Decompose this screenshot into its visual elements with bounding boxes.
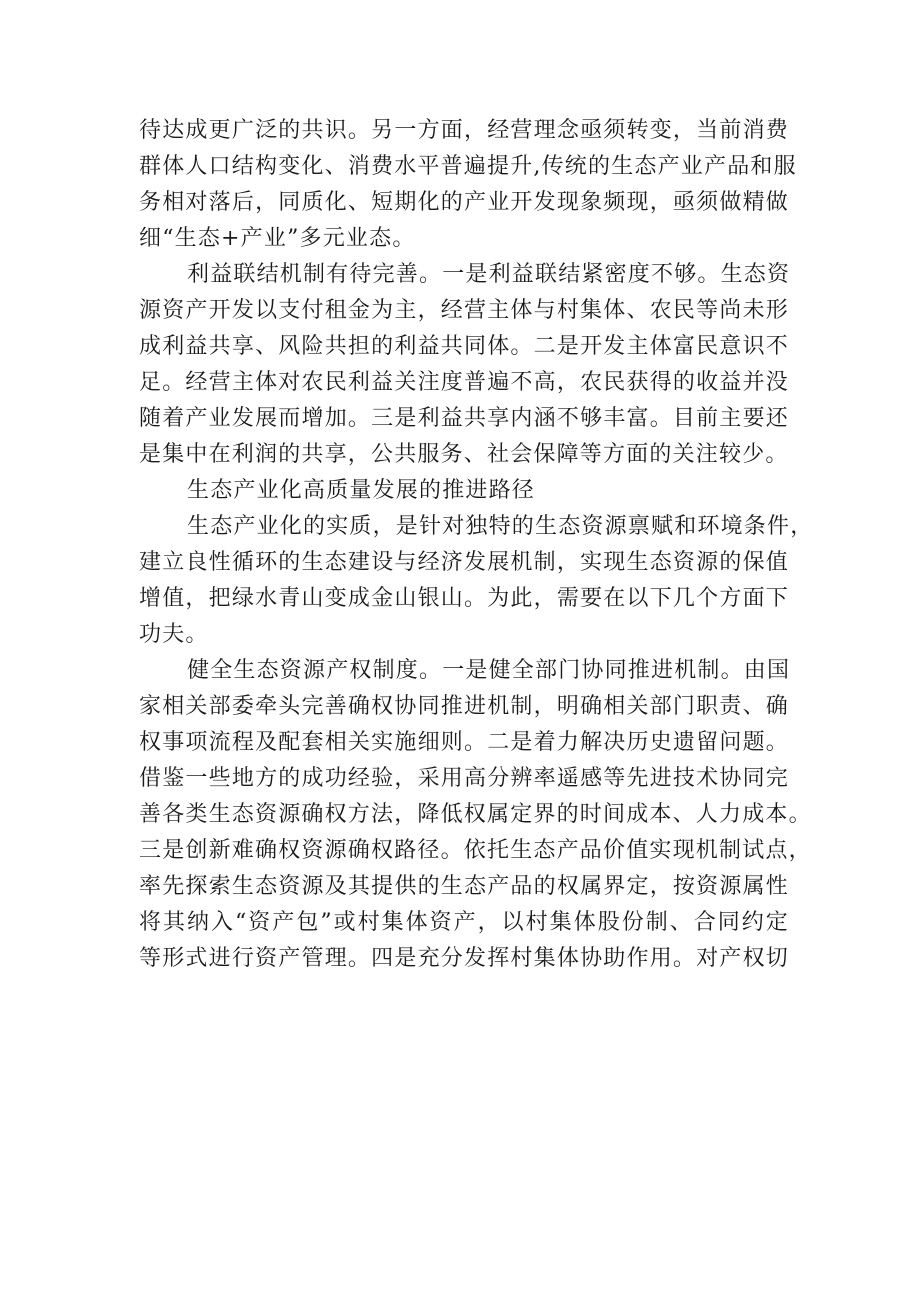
text-line: 利益联结机制有待完善。一是利益联结紧密度不够。生态资 [187,262,791,287]
text-line: 细“生态+产业”多元业态。 [139,226,416,251]
section-heading-text: 生态产业化高质量发展的推进路径 [187,478,536,503]
text-line: 家相关部委牵头完善确权协同推进机制，明确相关部门职责、确 [139,694,789,719]
text-line: 生态产业化的实质，是针对独特的生态资源禀赋和环境条件， [187,514,814,539]
text-line: 成利益共享、风险共担的利益共同体。二是开发主体富民意识不 [139,334,789,359]
document-body [139,113,814,977]
text-line: 增值，把绿水青山变成金山银山。为此，需要在以下几个方面下 [139,586,789,611]
text-line: 务相对落后，同质化、短期化的产业开发现象频现，亟须做精做 [139,190,789,215]
text-line: 随着产业发展而增加。三是利益共享内涵不够丰富。目前主要还 [139,406,789,431]
text-line: 三是创新难确权资源确权路径。依托生态产品价值实现机制试点， [139,838,812,863]
text-line: 群体人口结构变化、消费水平普遍提升,传统的生态产业产品和服 [139,154,797,179]
paragraph-consensus [139,113,797,257]
text-line: 权事项流程及配套相关实施细则。二是着力解决历史遗留问题。 [139,730,789,755]
text-line: 善各类生态资源确权方法，降低权属定界的时间成本、人力成本。 [139,802,812,827]
text-line: 是集中在利润的共享，公共服务、社会保障等方面的关注较少。 [139,442,789,467]
text-line: 率先探索生态资源及其提供的生态产品的权属界定，按资源属性 [139,874,789,899]
text-line: 等形式进行资产管理。四是充分发挥村集体协助作用。对产权切 [139,946,789,971]
text-line: 功夫。 [139,622,209,647]
paragraph-property-rights [139,653,812,977]
text-line: 健全生态资源产权制度。一是健全部门协同推进机制。由国 [187,658,791,683]
text-line: 足。经营主体对农民利益关注度普遍不高，农民获得的收益并没 [139,370,789,395]
paragraph-essence [139,509,814,653]
paragraph-interest-linkage [139,257,789,473]
section-heading [139,473,789,509]
text-line: 将其纳入“资产包”或村集体资产，以村集体股份制、合同约定 [139,910,789,935]
text-line: 待达成更广泛的共识。另一方面，经营理念亟须转变，当前消费 [139,118,789,143]
text-line: 源资产开发以支付租金为主，经营主体与村集体、农民等尚未形 [139,298,789,323]
text-line: 借鉴一些地方的成功经验，采用高分辨率遥感等先进技术协同完 [139,766,789,791]
text-line: 建立良性循环的生态建设与经济发展机制，实现生态资源的保值 [139,550,789,575]
